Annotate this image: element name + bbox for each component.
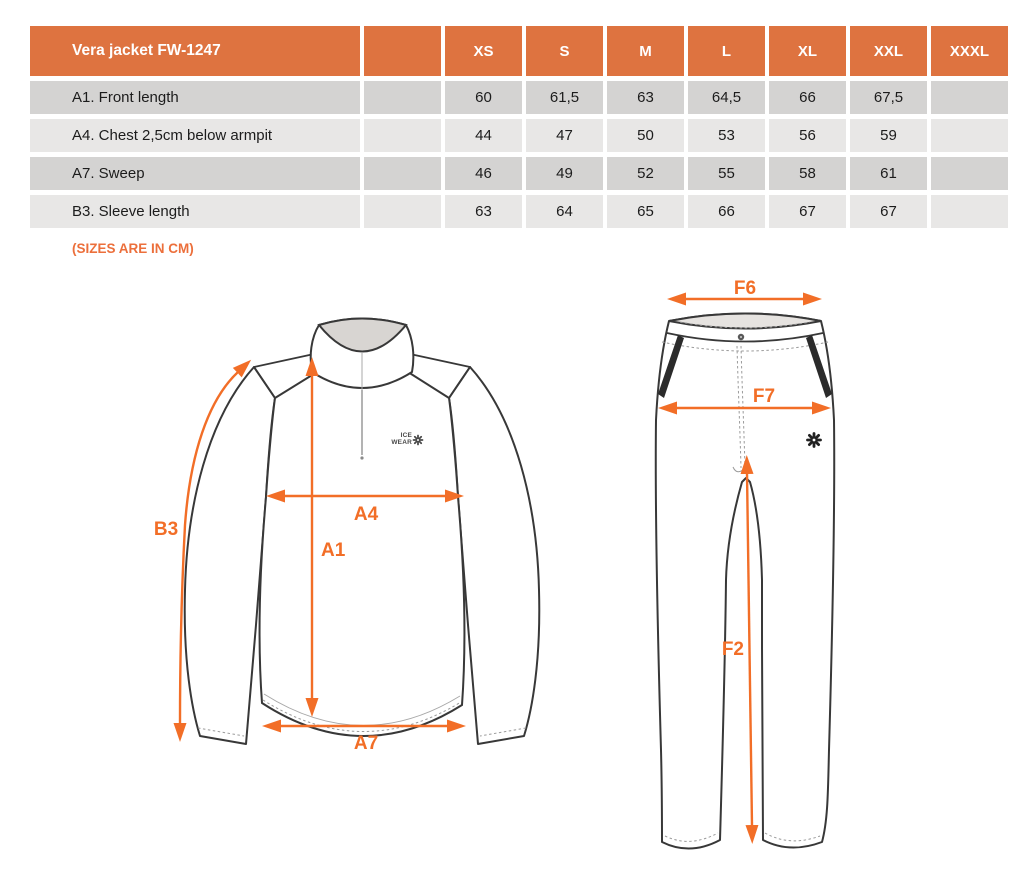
jacket-diagram	[140, 290, 560, 780]
size-value-cell: 63	[607, 81, 684, 114]
size-value-cell	[931, 119, 1008, 152]
pants-outline	[656, 314, 835, 849]
jacket-measure-label-a1: A1	[321, 540, 346, 561]
size-value-cell: 53	[688, 119, 765, 152]
size-value-cell: 50	[607, 119, 684, 152]
size-header-l: L	[688, 26, 765, 76]
size-value-cell	[931, 195, 1008, 228]
size-header-xs: XS	[445, 26, 522, 76]
brand-logo-text-top: ICE	[400, 432, 412, 439]
snowflake-icon	[808, 434, 821, 447]
brand-logo-text-bottom: WEAR	[391, 439, 412, 446]
size-value-cell: 47	[526, 119, 603, 152]
blank-cell	[364, 195, 441, 228]
size-value-cell: 60	[445, 81, 522, 114]
blank-header-cell	[364, 26, 441, 76]
table-row	[30, 195, 1008, 228]
size-value-cell: 66	[769, 81, 846, 114]
table-row	[30, 119, 1008, 152]
size-value-cell: 58	[769, 157, 846, 190]
size-value-cell: 52	[607, 157, 684, 190]
size-header-m: M	[607, 26, 684, 76]
units-note: (SIZES ARE IN CM)	[72, 241, 194, 256]
jacket-measure-label-a7: A7	[353, 733, 379, 754]
size-value-cell: 55	[688, 157, 765, 190]
jacket-measure-label-a4: A4	[353, 504, 379, 525]
inseam-measure-arrow	[747, 473, 752, 826]
pants-measure-label-f2: F2	[721, 639, 744, 660]
blank-cell	[364, 119, 441, 152]
jacket-collar	[311, 319, 414, 391]
size-value-cell	[931, 81, 1008, 114]
size-value-cell: 67	[850, 195, 927, 228]
size-value-cell: 64,5	[688, 81, 765, 114]
size-value-cell	[931, 157, 1008, 190]
size-value-cell: 44	[445, 119, 522, 152]
size-value-cell: 66	[688, 195, 765, 228]
size-value-cell: 67,5	[850, 81, 927, 114]
row-label: A4. Chest 2,5cm below armpit	[30, 119, 360, 152]
size-value-cell: 61	[850, 157, 927, 190]
size-value-cell: 67	[769, 195, 846, 228]
size-value-cell: 61,5	[526, 81, 603, 114]
size-header-s: S	[526, 26, 603, 76]
size-value-cell: 49	[526, 157, 603, 190]
blank-cell	[364, 157, 441, 190]
table-title: Vera jacket FW-1247	[30, 26, 360, 76]
table-row	[30, 157, 1008, 190]
size-header-xxxl: XXXL	[931, 26, 1008, 76]
pants-measure-label-f6: F6	[733, 278, 757, 299]
row-label: B3. Sleeve length	[30, 195, 360, 228]
snowflake-icon	[414, 436, 423, 445]
size-header-xl: XL	[769, 26, 846, 76]
table-header-row	[30, 26, 1008, 76]
blank-cell	[364, 81, 441, 114]
size-value-cell: 59	[850, 119, 927, 152]
size-value-cell: 65	[607, 195, 684, 228]
size-value-cell: 63	[445, 195, 522, 228]
jacket-measure-label-b3: B3	[153, 519, 179, 540]
size-header-xxl: XXL	[850, 26, 927, 76]
size-value-cell: 46	[445, 157, 522, 190]
size-value-cell: 56	[769, 119, 846, 152]
row-label: A1. Front length	[30, 81, 360, 114]
row-label: A7. Sweep	[30, 157, 360, 190]
size-value-cell: 64	[526, 195, 603, 228]
size-table	[26, 21, 1012, 233]
pants-measure-label-f7: F7	[752, 386, 776, 407]
table-row	[30, 81, 1008, 114]
pants-diagram	[630, 270, 860, 870]
